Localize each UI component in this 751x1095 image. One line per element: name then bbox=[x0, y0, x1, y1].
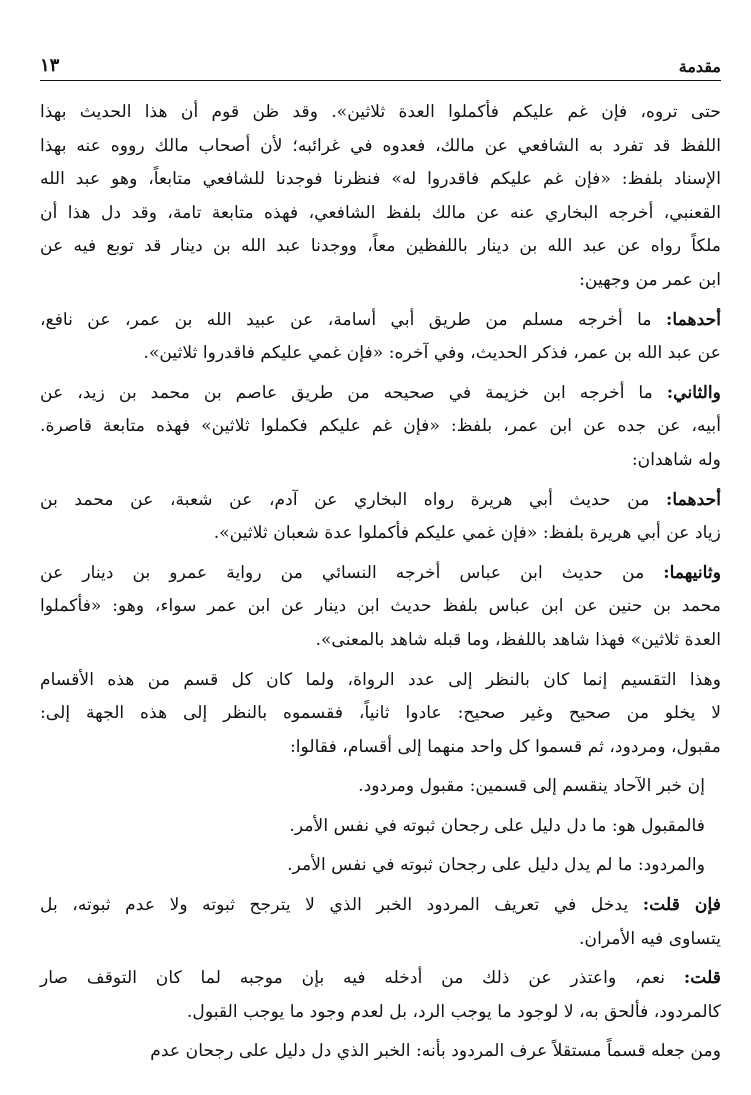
bold-term: أحدهما: bbox=[665, 489, 721, 510]
text-line bbox=[40, 557, 721, 591]
text-line: يتساوى فيه الأمران. bbox=[579, 928, 721, 949]
text-line: حتى تروه، فإن غم عليكم فأكملوا العدة ثلاثين». وقد ظن قوم أن هذا الحديث بهذا bbox=[40, 102, 721, 122]
paragraph bbox=[40, 962, 721, 1029]
text-line: فالمقبول هو: ما دل دليل على رجحان ثبوته في نفس الأمر. bbox=[289, 815, 705, 836]
text-line: الإسناد بلفظ: «فإن غم عليكم فاقدروا له» فنظرنا فوجدنا للشافعي متابعاً، وهو عبد الله bbox=[40, 169, 721, 190]
bold-term: وثانيهما: bbox=[663, 562, 721, 583]
page-header bbox=[40, 50, 721, 81]
paragraph bbox=[40, 96, 721, 298]
text-line: محمد بن حنين عن ابن عباس بلفظ حديث ابن دينار عن ابن عمر سواء، وهو: «فأكملوا bbox=[40, 596, 721, 617]
text-line bbox=[40, 889, 721, 923]
running-title: مقدمة bbox=[678, 57, 721, 76]
paragraph bbox=[40, 484, 721, 551]
paragraph bbox=[40, 849, 721, 883]
line-text: من حديث أبي هريرة رواه البخاري عن آدم، عن شعبة، عن محمد بن bbox=[40, 489, 666, 510]
text-line: ومن جعله قسماً مستقلاً عرف المردود بأنه: الخبر الذي دل دليل على رجحان عدم bbox=[150, 1041, 721, 1062]
text-line: عن عبد الله بن عمر، فذكر الحديث، وفي آخره: «فإن غمي عليكم فاقدروا ثلاثين». bbox=[143, 343, 721, 364]
text-line: ملكاً رواه عن عبد الله بن دينار باللفظين معاً، ووجدنا عبد الله بن دينار قد توبع فيه عن bbox=[40, 236, 721, 257]
line-text: من حديث ابن عباس أخرجه النسائي من رواية عمرو بن دينار عن bbox=[40, 562, 664, 583]
text-line bbox=[40, 962, 721, 996]
text-line bbox=[40, 377, 721, 411]
text-line bbox=[40, 304, 721, 338]
bold-term: فإن قلت: bbox=[642, 895, 721, 916]
text-line: أبيه، عن جده عن ابن عمر، بلفظ: «فإن غم عليكم فكملوا ثلاثين» فهذه متابعة قاصرة. bbox=[40, 416, 721, 437]
paragraph bbox=[40, 557, 721, 658]
text-line: العدة ثلاثين» فهذا شاهد باللفظ، وما قبله شاهد بالمعنى». bbox=[315, 629, 721, 650]
paragraph bbox=[40, 304, 721, 371]
text-line: كالمردود، فألحق به، لا لوجود ما يوجب الرد، بل لعدم وجود ما يوجب القبول. bbox=[186, 1001, 721, 1022]
text-line: مقبول، ومردود، ثم قسموا كل واحد منهما إلى أقسام، فقالوا: bbox=[289, 736, 721, 757]
bold-term: أحدهما: bbox=[665, 309, 721, 330]
paragraph bbox=[40, 889, 721, 956]
text-line: والمردود: ما لم يدل دليل على رجحان ثبوته في نفس الأمر. bbox=[287, 855, 705, 876]
paragraph bbox=[40, 377, 721, 478]
text-line bbox=[40, 484, 721, 518]
text-line: وله شاهدان: bbox=[631, 449, 721, 470]
bold-term: والثاني: bbox=[666, 382, 721, 403]
paragraph bbox=[40, 770, 721, 804]
text-line: اللفظ قد تفرد به الشافعي عن مالك، فعدوه في غرائبه؛ لأن أصحاب مالك رووه عنه بهذا bbox=[40, 135, 721, 156]
paragraph bbox=[40, 664, 721, 765]
paragraph bbox=[40, 1035, 721, 1069]
page-body bbox=[40, 96, 721, 1075]
text-line: القعنبي، أخرجه البخاري عنه عن مالك بلفظ الشافعي، فهذه متابعة تامة، وقد دل هذا أن bbox=[40, 202, 721, 223]
page-number: ١٣ bbox=[40, 55, 60, 76]
line-text: ما أخرجه مسلم من طريق أبي أسامة، عن عبيد الله بن عمر، عن نافع، bbox=[40, 309, 666, 330]
text-line: لا يخلو من صحيح وغير صحيح: عادوا ثانياً، فقسموه بالنظر إلى هذه الجهة إلى: bbox=[40, 703, 721, 724]
paragraph bbox=[40, 810, 721, 844]
line-text: ما أخرجه ابن خزيمة في صحيحه من طريق عاصم بن محمد بن زيد، عن bbox=[40, 382, 667, 403]
text-line: وهذا التقسيم إنما كان بالنظر إلى عدد الرواة، ولما كان كل قسم من هذه الأقسام bbox=[40, 669, 721, 690]
text-line: زياد عن أبي هريرة بلفظ: «فإن غمي عليكم فأكملوا عدة شعبان ثلاثين». bbox=[213, 523, 721, 544]
text-line: ابن عمر من وجهين: bbox=[579, 269, 721, 290]
line-text: نعم، واعتذر عن ذلك من أدخله فيه بإن موجبه لما كان التوقف صار bbox=[40, 968, 684, 989]
text-line: إن خبر الآحاد ينقسم إلى قسمين: مقبول ومردود. bbox=[358, 776, 705, 797]
line-text: يدخل في تعريف المردود الخبر الذي لا يترجح ثبوته ولا عدم ثبوته، بل bbox=[40, 895, 643, 916]
bold-term: قلت: bbox=[683, 968, 721, 989]
